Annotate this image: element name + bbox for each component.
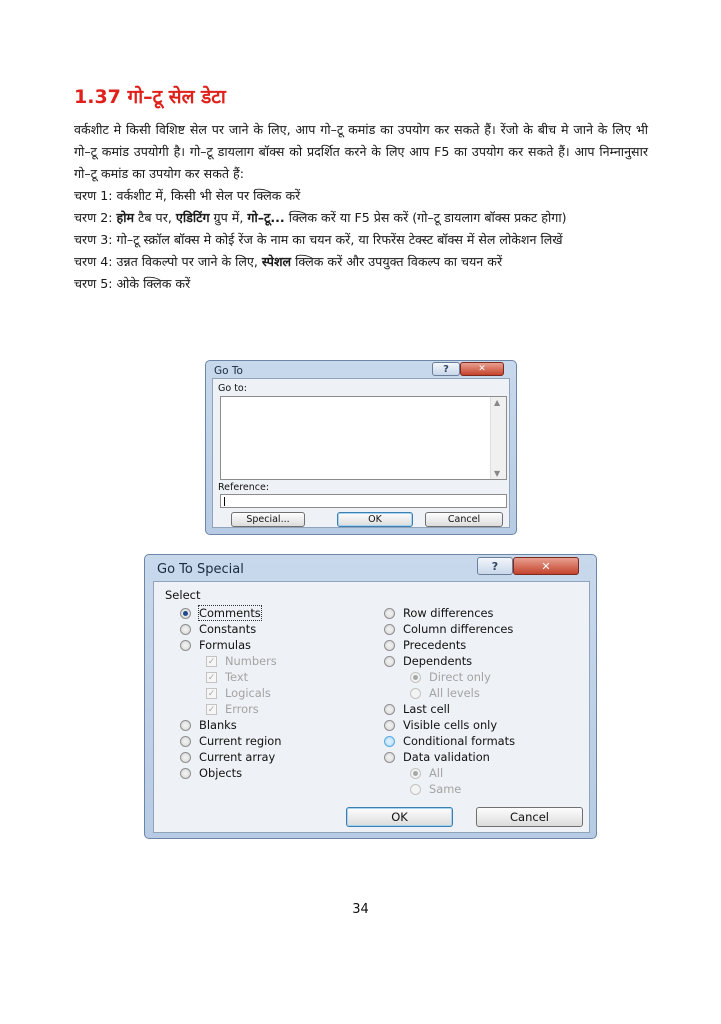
radio-hover-icon[interactable] [384,736,395,747]
step-3 [74,229,648,251]
step-1 [74,185,648,207]
goto-dialog-title: Go To [214,365,243,377]
step-2 [74,207,648,229]
option-current-array[interactable] [180,750,275,764]
step-number: चरण 1: [74,188,113,203]
option-label: Text [225,670,249,684]
step-text [117,251,648,273]
checkbox-checked-icon[interactable]: ✓ [207,688,216,699]
goto-special-dialog [144,554,597,839]
select-group-label: Select [165,588,201,602]
goto-list-scrollbar[interactable] [490,397,506,479]
radio-icon[interactable] [180,768,191,779]
option-label: Formulas [199,638,251,652]
option-validation-all[interactable] [410,766,443,780]
option-label: Precedents [403,638,467,652]
option-conditional-formats[interactable] [384,734,515,748]
option-label: Last cell [403,702,450,716]
step-text-part: उन्नत विकल्पो पर जाने के लिए, [116,254,262,269]
section-heading: 1.37 गो–टू सेल डेटा [74,86,226,108]
special-button[interactable]: Special... [231,512,305,527]
radio-selected-icon[interactable] [410,672,421,683]
step-text: गो–टू स्क्रॉल बॉक्स मे कोई रेंज के नाम का चयन करें, या रिफरेंस टेक्स्ट बॉक्स में सेल लोकेशन लिखें [116,232,563,247]
step-text: वर्कशीट में, किसी भी सेल पर क्लिक करें [116,188,301,203]
radio-icon[interactable] [384,656,395,667]
cancel-button[interactable]: Cancel [476,807,583,827]
step-text: ओके क्लिक करें [116,276,191,291]
step-text-part: क्लिक करें या F5 प्रेस करें (गो–टू डायलाग बॉक्स प्रकट होगा) [284,210,567,225]
radio-icon[interactable] [384,704,395,715]
goto-dialog-body [212,378,510,528]
check-logicals[interactable] [206,686,271,700]
check-text[interactable] [206,670,248,684]
goto-dialog [205,360,517,535]
option-formulas[interactable] [180,638,251,652]
scroll-down-icon[interactable]: ▼ [494,469,501,478]
radio-icon[interactable] [384,720,395,731]
radio-icon[interactable] [180,736,191,747]
step-text [117,207,648,229]
step-number: चरण 2: [74,210,113,225]
radio-icon[interactable] [180,640,191,651]
check-numbers[interactable] [206,654,277,668]
option-label: Numbers [225,654,277,668]
option-dependents[interactable] [384,654,472,668]
radio-icon[interactable] [180,720,191,731]
radio-icon[interactable] [384,624,395,635]
option-label: Conditional formats [403,734,516,748]
option-data-validation[interactable] [384,750,490,764]
option-current-region[interactable] [180,734,281,748]
option-label: Objects [199,766,243,780]
intro-paragraph: वर्कशीट मे किसी विशिष्ट सेल पर जाने के लिए, आप गो–टू कमांड का उपयोग कर सकते हैं। रेंजो के बीच मे जाने के लिए भी गो–टू कमांड उपयोगी है। गो–टू डायलाग बॉक्स को प्रदर्शित करने के लिए आप F5 का उपयोग कर सकते हैं। आप निम्नानुसार गो–टू कमांड का उपयोग कर सकते हैं: [74,122,648,181]
goto-command-term: गो–टू... [247,210,285,225]
option-label: Visible cells only [403,718,498,732]
goto-special-title: Go To Special [157,562,244,577]
option-label: Column differences [403,622,514,636]
option-label: Data validation [403,750,490,764]
check-errors[interactable] [206,702,259,716]
editing-group-term: एडिटिंग [175,210,210,225]
radio-icon[interactable] [410,784,421,795]
cancel-button[interactable]: Cancel [425,512,503,527]
option-label: All [429,766,444,780]
text-caret [224,497,225,506]
option-all-levels[interactable] [410,686,480,700]
option-label: Comments [199,606,261,620]
body-text [74,119,648,295]
goto-list[interactable] [220,396,507,480]
home-tab-term: होम [116,210,135,225]
scroll-up-icon[interactable]: ▲ [494,398,501,407]
goto-special-body [153,581,590,833]
radio-icon[interactable] [180,752,191,763]
option-validation-same[interactable] [410,782,461,796]
special-term: स्पेशल [261,254,292,269]
step-text-part: क्लिक करें और उपयुक्त विकल्प का चयन करें [291,254,503,269]
radio-icon[interactable] [384,752,395,763]
option-precedents[interactable] [384,638,466,652]
option-label: Dependents [403,654,473,668]
option-label: Logicals [225,686,271,700]
ok-button[interactable]: OK [346,807,453,827]
step-text-part: ग्रुप में, [209,210,248,225]
close-button[interactable]: ✕ [460,362,504,376]
step-number: चरण 5: [74,276,113,291]
option-visible-cells-only[interactable] [384,718,497,732]
option-column-differences[interactable] [384,622,513,636]
option-row-differences[interactable] [384,606,493,620]
checkbox-checked-icon[interactable]: ✓ [207,672,216,683]
checkbox-checked-icon[interactable]: ✓ [207,656,216,667]
option-label: Blanks [199,718,237,732]
step-4 [74,251,648,273]
step-number: चरण 3: [74,232,113,247]
option-label: Current region [199,734,282,748]
option-last-cell[interactable] [384,702,450,716]
help-button[interactable]: ? [432,362,460,376]
option-blanks[interactable] [180,718,237,732]
step-5 [74,273,648,295]
option-label: Direct only [429,670,491,684]
option-label: Row differences [403,606,494,620]
option-label: Same [429,782,462,796]
option-label: Errors [225,702,259,716]
option-label: Constants [199,622,257,636]
radio-icon[interactable] [384,640,395,651]
radio-selected-icon[interactable] [410,768,421,779]
radio-icon[interactable] [180,624,191,635]
goto-label: Go to: [218,383,247,394]
radio-icon[interactable] [384,608,395,619]
option-label: Current array [199,750,276,764]
step-text-part: टैब पर, [134,210,176,225]
option-comments[interactable] [180,606,261,620]
option-direct-only[interactable] [410,670,491,684]
option-objects[interactable] [180,766,242,780]
reference-input[interactable] [220,494,507,508]
option-label: All levels [429,686,480,700]
close-button[interactable]: ✕ [513,557,579,575]
ok-button[interactable]: OK [337,512,413,527]
reference-label: Reference: [218,482,270,493]
help-button[interactable]: ? [477,557,513,575]
radio-selected-icon[interactable] [180,608,191,619]
step-number: चरण 4: [74,254,113,269]
checkbox-checked-icon[interactable]: ✓ [207,704,216,715]
radio-icon[interactable] [410,688,421,699]
page-number: 34 [352,902,369,917]
option-constants[interactable] [180,622,256,636]
